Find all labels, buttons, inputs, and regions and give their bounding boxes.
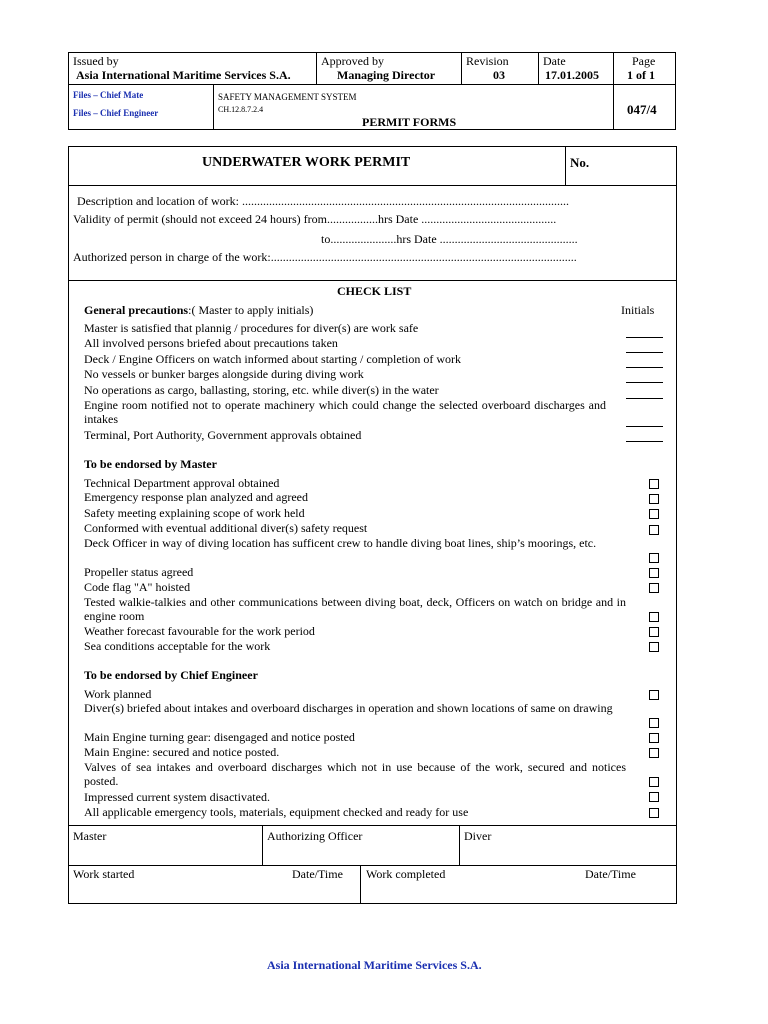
master-item: Propeller status agreed	[84, 565, 194, 579]
approved-by-value: Managing Director	[337, 68, 436, 82]
engineer-section-heading: To be endorsed by Chief Engineer	[84, 668, 258, 682]
date-value: 17.01.2005	[545, 68, 599, 82]
diver-signature-field[interactable]: Diver	[464, 829, 492, 843]
initials-line[interactable]	[626, 352, 663, 353]
work-completed-field[interactable]: Work completed	[366, 867, 446, 881]
form-number: 047/4	[627, 102, 657, 117]
engineer-checkbox[interactable]	[649, 690, 659, 700]
master-item: Sea conditions acceptable for the work	[84, 639, 271, 653]
master-item: Deck Officer in way of diving location has sufficent crew to handle diving boat lines, ship’s moorings, etc.	[84, 536, 597, 550]
master-item: Technical Department approval obtained	[84, 476, 280, 490]
master-checkbox[interactable]	[649, 612, 659, 622]
engineer-item: Main Engine: secured and notice posted.	[84, 745, 280, 759]
header-divider	[68, 84, 676, 85]
header-col-line	[538, 52, 539, 84]
master-checkbox[interactable]	[649, 509, 659, 519]
permit-title: UNDERWATER WORK PERMIT	[202, 155, 411, 170]
work-completed-datetime-label: Date/Time	[585, 867, 636, 881]
engineer-checkbox[interactable]	[649, 792, 659, 802]
files-chief-engineer: Files – Chief Engineer	[73, 108, 159, 118]
engineer-checkbox[interactable]	[649, 718, 659, 728]
general-item: Master is satisfied that plannig / procedures for diver(s) are work safe	[84, 321, 419, 335]
validity-to-field[interactable]: to......................hrs Date ..............................................	[321, 232, 578, 246]
master-checkbox[interactable]	[649, 583, 659, 593]
general-item: No operations as cargo, ballasting, storing, etc. while diver(s) in the water	[84, 383, 439, 397]
master-signature-field[interactable]: Master	[73, 829, 107, 843]
master-checkbox[interactable]	[649, 568, 659, 578]
header-col-line	[213, 84, 214, 130]
work-started-datetime-label: Date/Time	[292, 867, 343, 881]
checklist-title: CHECK LIST	[337, 284, 412, 298]
authorized-person-field[interactable]: Authorized person in charge of the work:......................................................................................................	[73, 250, 577, 264]
signature-col-line	[262, 825, 263, 865]
header-col-line	[461, 52, 462, 84]
engineer-checkbox[interactable]	[649, 733, 659, 743]
signature-col-line	[360, 865, 361, 904]
work-started-field[interactable]: Work started	[73, 867, 135, 881]
general-item: Engine room notified not to operate machinery which could change the selected overboard discharges and intakes	[84, 398, 606, 426]
engineer-checkbox[interactable]	[649, 777, 659, 787]
description-field[interactable]: Description and location of work: .............................................................................................................	[77, 194, 569, 208]
validity-field[interactable]: Validity of permit (should not exceed 24 hours) from.................hrs Date .............................................	[73, 212, 557, 226]
engineer-item: Valves of sea intakes and overboard discharges which not in use because of the work, secured and notices posted.	[84, 760, 626, 788]
title-row-divider	[68, 185, 677, 186]
master-item: Conformed with eventual additional diver(s) safety request	[84, 521, 368, 535]
engineer-checkbox[interactable]	[649, 808, 659, 818]
general-item: Terminal, Port Authority, Government approvals obtained	[84, 428, 362, 442]
permit-number-label: No.	[570, 155, 590, 170]
system-name: SAFETY MANAGEMENT SYSTEM	[218, 92, 357, 102]
header-col-line	[613, 52, 614, 130]
engineer-item: Main Engine turning gear: disengaged and notice posted	[84, 730, 355, 744]
general-precautions-heading	[84, 303, 313, 317]
files-chief-mate: Files – Chief Mate	[73, 90, 144, 100]
engineer-item: Work planned	[84, 687, 152, 701]
engineer-item: All applicable emergency tools, materials, equipment checked and ready for use	[84, 805, 469, 819]
signature-divider	[68, 865, 677, 866]
initials-label: Initials	[621, 303, 655, 317]
initials-line[interactable]	[626, 441, 663, 442]
footer-company: Asia International Maritime Services S.A.	[267, 958, 482, 972]
page-label: Page	[632, 54, 656, 68]
issued-by-value: Asia International Maritime Services S.A.	[76, 68, 291, 82]
master-checkbox[interactable]	[649, 642, 659, 652]
general-item: No vessels or bunker barges alongside during diving work	[84, 367, 364, 381]
revision-value: 03	[493, 68, 505, 82]
master-item: Tested walkie-talkies and other communications between diving boat, deck, Officers on watch on bridge and in engine room	[84, 595, 626, 623]
no-col-line	[565, 146, 566, 185]
initials-line[interactable]	[626, 398, 663, 399]
master-item: Weather forecast favourable for the work period	[84, 624, 315, 638]
master-section-heading: To be endorsed by Master	[84, 457, 217, 471]
general-precautions-title: General precautions	[84, 303, 189, 317]
signature-divider	[68, 825, 677, 826]
general-item: All involved persons briefed about precautions taken	[84, 336, 338, 350]
approved-by-label: Approved by	[321, 54, 384, 68]
general-item: Deck / Engine Officers on watch informed about starting / completion of work	[84, 352, 462, 366]
form-title: PERMIT FORMS	[362, 115, 457, 129]
master-item: Code flag "A" hoisted	[84, 580, 191, 594]
authorizing-officer-signature-field[interactable]: Authorizing Officer	[267, 829, 363, 843]
master-checkbox[interactable]	[649, 494, 659, 504]
engineer-item: Diver(s) briefed about intakes and overboard discharges in operation and shown locations of same on drawing	[84, 701, 613, 715]
header-col-line	[316, 52, 317, 84]
revision-label: Revision	[466, 54, 509, 68]
master-checkbox[interactable]	[649, 479, 659, 489]
engineer-item: Impressed current system disactivated.	[84, 790, 270, 804]
general-precautions-note: :( Master to apply initials)	[188, 303, 314, 317]
master-item: Safety meeting explaining scope of work held	[84, 506, 305, 520]
page-value: 1 of 1	[627, 68, 655, 82]
checklist-divider	[68, 280, 677, 281]
master-checkbox[interactable]	[649, 553, 659, 563]
initials-line[interactable]	[626, 367, 663, 368]
engineer-checkbox[interactable]	[649, 748, 659, 758]
initials-line[interactable]	[626, 426, 663, 427]
master-checkbox[interactable]	[649, 525, 659, 535]
chapter-ref: CH.12.8.7.2.4	[218, 105, 264, 114]
master-item: Emergency response plan analyzed and agreed	[84, 490, 309, 504]
initials-line[interactable]	[626, 337, 663, 338]
signature-col-line	[459, 825, 460, 865]
master-checkbox[interactable]	[649, 627, 659, 637]
issued-by-label: Issued by	[73, 54, 119, 68]
initials-line[interactable]	[626, 382, 663, 383]
date-label: Date	[543, 54, 566, 68]
